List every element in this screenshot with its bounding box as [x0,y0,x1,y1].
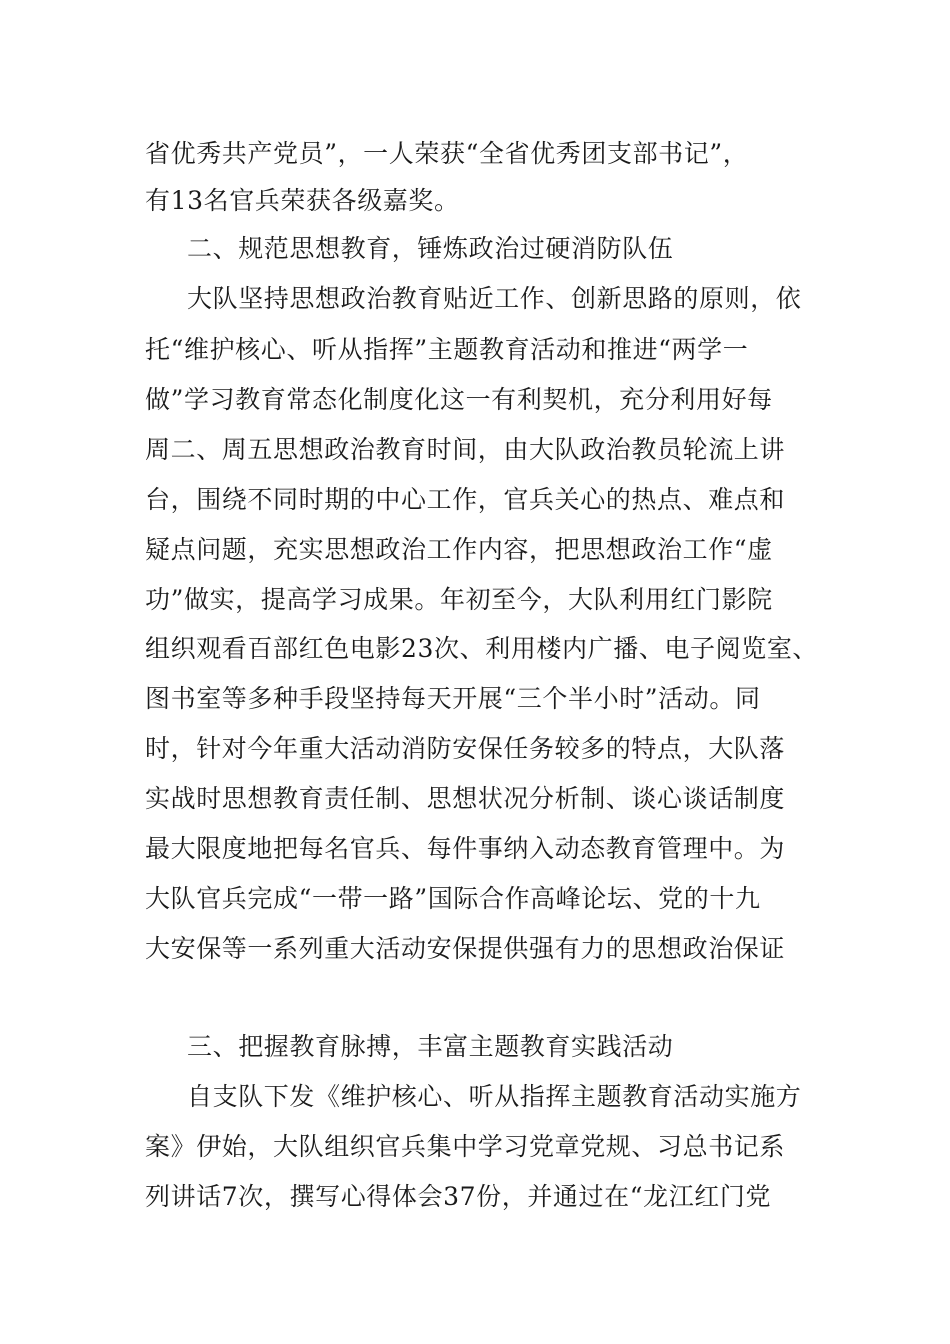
text-line: 大安保等一系列重大活动安保提供强有力的思想政治保证 [145,934,786,963]
text-line: 时，针对今年重大活动消防安保任务较多的特点，大队落 [145,734,786,763]
text-line: 最大限度地把每名官兵、每件事纳入动态教育管理中。为 [145,834,786,863]
section-heading: 三、把握教育脉搏，丰富主题教育实践活动 [187,1032,674,1061]
text-line: 省优秀共产党员”，一人荣获“全省优秀团支部书记”， [145,139,749,168]
text-line: 大队官兵完成“一带一路”国际合作高峰论坛、党的十九 [145,884,761,913]
text-line: 实战时思想教育责任制、思想状况分析制、谈心谈话制度 [145,784,786,813]
text-line: 台，围绕不同时期的中心工作，官兵关心的热点、难点和 [145,485,786,514]
text-line: 托“维护核心、听从指挥”主题教育活动和推进“两学一 [145,335,749,364]
text-line: 做”学习教育常态化制度化这一有利契机，充分利用好每 [145,385,773,414]
text-line: 功”做实，提高学习成果。年初至今，大队利用红门影院 [145,585,773,614]
text-line: 列讲话7次，撰写心得体会37份，并通过在“龙江红门党 [145,1182,772,1211]
text-line: 疑点问题，充实思想政治工作内容，把思想政治工作“虚 [145,535,773,564]
text-line: 组织观看百部红色电影23次、利用楼内广播、电子阅览室、 [145,634,819,663]
text-line: 案》伊始，大队组织官兵集中学习党章党规、习总书记系 [145,1132,786,1161]
section-heading: 二、规范思想教育，锤炼政治过硬消防队伍 [187,234,674,263]
text-line: 大队坚持思想政治教育贴近工作、创新思路的原则，依 [187,284,802,313]
text-line: 自支队下发《维护核心、听从指挥主题教育活动实施方 [187,1082,802,1111]
text-line: 周二、周五思想政治教育时间，由大队政治教员轮流上讲 [145,435,786,464]
text-line: 图书室等多种手段坚持每天开展“三个半小时”活动。同 [145,684,761,713]
text-line: 有13名官兵荣获各级嘉奖。 [145,186,460,215]
